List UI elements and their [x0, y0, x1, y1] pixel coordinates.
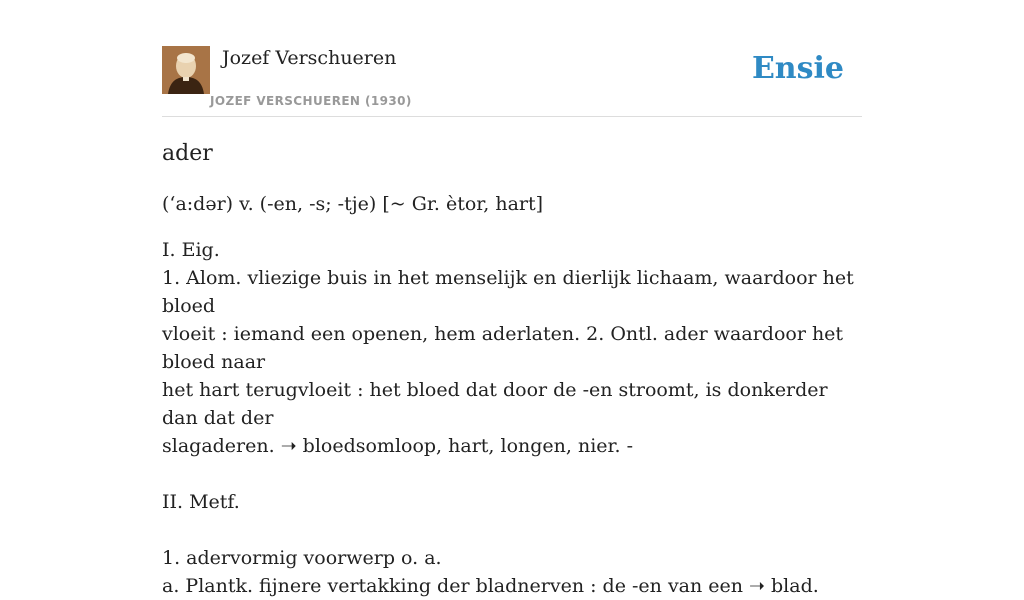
portrait-image — [162, 46, 210, 94]
blank-line — [162, 516, 862, 544]
definition-line: 1. Alom. vliezige buis in het menselijk en dierlijk lichaam, waardoor het bloed — [162, 267, 854, 317]
entry-pronunciation: (ʻa:dər) v. (-en, -s; -tje) [~ Gr. ètor, hart] — [162, 193, 544, 215]
entry-headword: ader — [162, 141, 213, 166]
entry-content — [162, 138, 862, 600]
entry-body — [162, 236, 862, 600]
definition-line: het hart terugvloeit : het bloed dat door de -en stroomt, is donkerder dan dat der — [162, 379, 828, 429]
definition-line: 1. adervormig voorwerp o. a. — [162, 547, 442, 569]
definition-line: vloeit : iemand een openen, hem aderlaten. 2. Ontl. ader waardoor het bloed naar — [162, 323, 844, 373]
definition-line: a. Plantk. fijnere vertakking der bladnerven : de -en van een ➝ blad. — [162, 575, 819, 597]
author-avatar[interactable] — [162, 46, 210, 94]
blank-line — [162, 460, 862, 488]
definition-line: I. Eig. — [162, 239, 220, 261]
source-label[interactable]: JOZEF VERSCHUEREN (1930) — [210, 94, 412, 108]
ensie-logo[interactable]: Ensie — [751, 51, 844, 86]
author-name[interactable]: Jozef Verschueren — [222, 47, 397, 69]
definition-line: II. Metf. — [162, 491, 240, 513]
definition-line: slagaderen. ➝ bloedsomloop, hart, longen, nier. - — [162, 435, 634, 457]
header — [162, 46, 862, 117]
